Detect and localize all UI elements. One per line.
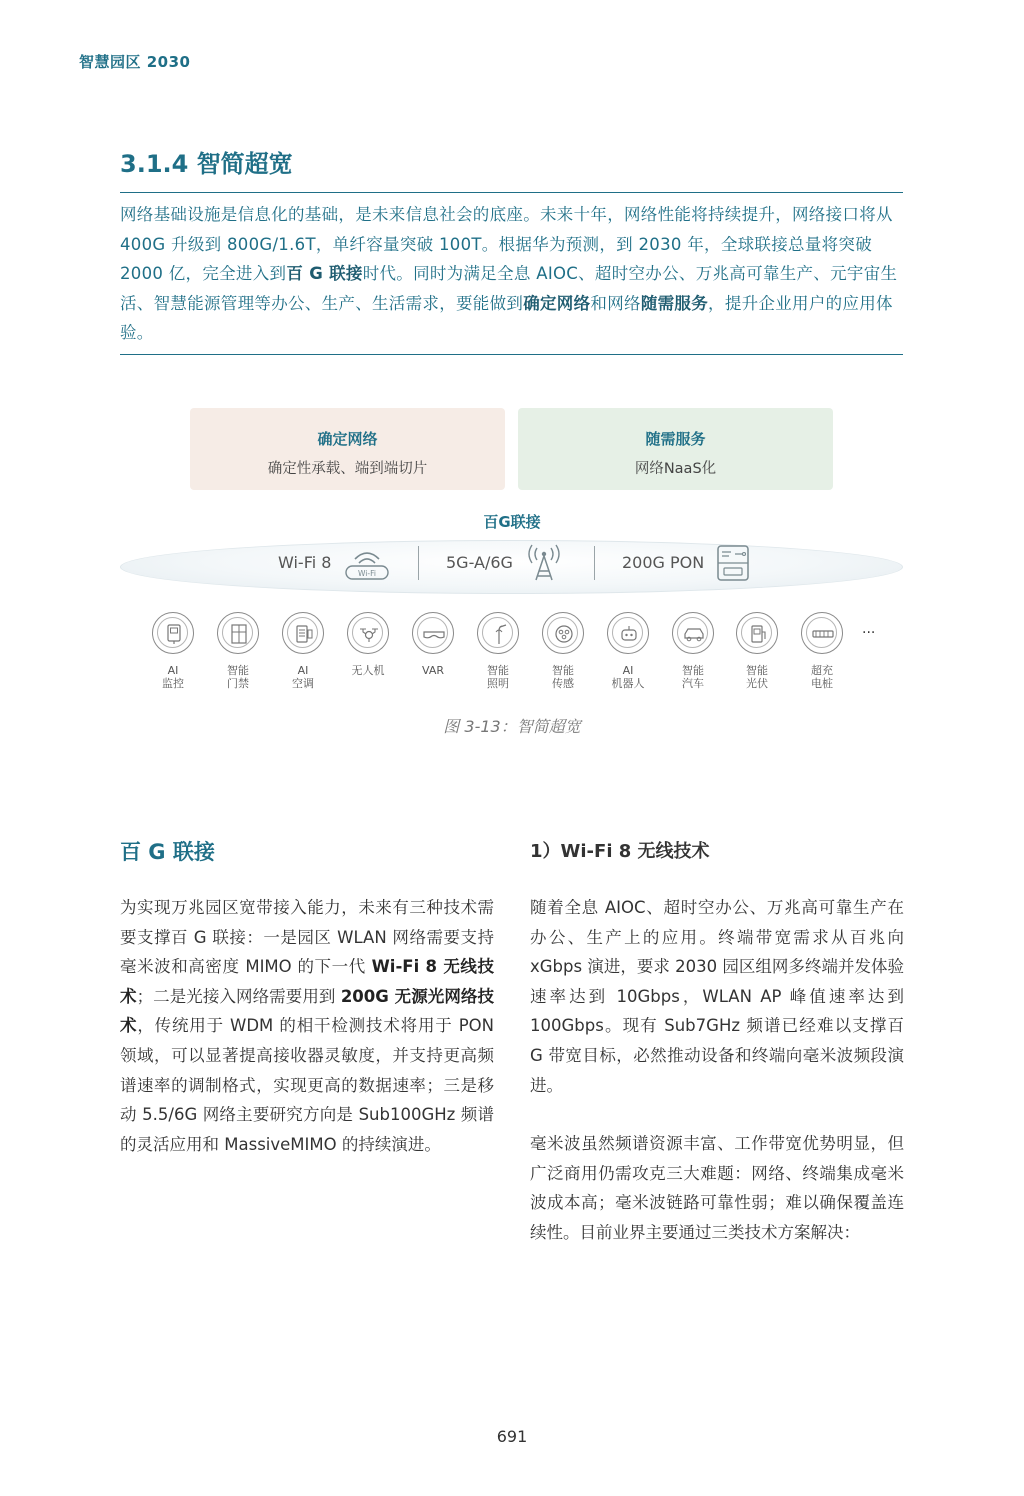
vr-glasses-icon bbox=[422, 622, 446, 646]
section-title: 3.1.4 智简超宽 bbox=[120, 150, 293, 178]
device-smart-sensor: 智能 传感 bbox=[535, 612, 591, 690]
left-column-heading: 百 G 联接 bbox=[120, 840, 215, 864]
tech-pon-label: 200G PON bbox=[622, 553, 705, 572]
cell-tower-icon bbox=[524, 544, 564, 582]
divider-bottom bbox=[120, 354, 903, 355]
pon-device-icon bbox=[717, 545, 749, 581]
figure-caption: 图 3-13：智简超宽 bbox=[443, 717, 581, 736]
intro-paragraph: 网络基础设施是信息化的基础，是未来信息社会的底座。未来十年，网络性能将持续提升，网络接口将从 400G 升级到 800G/1.6T，单纤容量突破 100T。根据华为预测，到 2030 年，全球联接总量将突破 2000 亿，完全进入到百 G 联接时代。同时为满足全息 AIOC、超时空办公、万兆高可靠生产、元宇宙生活、智慧能源管理等办公、生产、生活需求，要能做到确定网络和网络随需服务，提升企业用户的应用体验。 bbox=[120, 205, 898, 343]
box-subtitle: 确定性承载、端到端切片 bbox=[267, 461, 428, 477]
sensor-icon bbox=[552, 622, 576, 646]
page-number: 691 bbox=[496, 1427, 528, 1446]
device-drone: 无人机 bbox=[340, 612, 396, 677]
lamp-icon bbox=[487, 622, 511, 646]
tech-wifi-label: Wi-Fi 8 bbox=[278, 553, 332, 572]
device-ai-ac: AI 空调 bbox=[275, 612, 331, 690]
device-supercharger: 超充 电桩 bbox=[794, 612, 850, 690]
box-subtitle: 网络NaaS化 bbox=[634, 461, 717, 477]
right-column-paragraph-2: 毫米波虽然频谱资源丰富、工作带宽优势明显，但广泛商用仍需攻克三大难题：网络、终端集成毫米波成本高；毫米波链路可靠性弱；难以确保覆盖连续性。目前业界主要通过三类技术方案解决： bbox=[530, 1134, 904, 1242]
robot-icon bbox=[617, 622, 641, 646]
charger-icon bbox=[811, 622, 835, 646]
more-devices-ellipsis: ... bbox=[862, 621, 876, 637]
box-title: 随需服务 bbox=[645, 430, 706, 448]
device-smart-car: 智能 汽车 bbox=[665, 612, 721, 690]
car-icon bbox=[682, 622, 706, 646]
right-column-heading: 1）Wi-Fi 8 无线技术 bbox=[530, 841, 710, 862]
tech-separator bbox=[418, 546, 419, 580]
tech-cellular-label: 5G-A/6G bbox=[446, 553, 513, 572]
divider-top bbox=[120, 192, 903, 193]
camera-icon bbox=[162, 622, 186, 646]
svg-text:Wi-Fi: Wi-Fi bbox=[358, 569, 376, 578]
device-ai-monitor: AI 监控 bbox=[145, 612, 201, 690]
right-column-paragraph-1: 随着全息 AIOC、超时空办公、万兆高可靠生产在办公、生产上的应用。终端带宽需求从百兆向 xGbps 演进，要求 2030 园区组网多终端并发体验速率达到 10Gbps，WLAN AP 峰值速率达到 100Gbps。现有 Sub7GHz 频谱已经难以支撑百 G 带宽目标，必然推动设备和终端向毫米波频段演进。 bbox=[530, 898, 904, 1095]
left-column-paragraph: 为实现万兆园区宽带接入能力，未来有三种技术需要支撑百 G 联接：一是园区 WLAN 网络需要支持毫米波和高密度 MIMO 的下一代 Wi-Fi 8 无线技术；二是光接入网络需要用到 200G 无源光网络技术，传统用于 WDM 的相干检测技术将用于 PON 领域，可以显著提高接收器灵敏度，并支持更高频谱速率的调制格式，实现更高的数据速率；三是移动 5.5/6G 网络主要研究方向是 Sub100GHz 频谱的灵活应用和 MassiveMIMO 的持续演进。 bbox=[120, 898, 494, 1154]
device-ai-robot: AI 机器人 bbox=[600, 612, 656, 690]
connection-label: 百G联接 bbox=[483, 513, 541, 531]
deterministic-network-box bbox=[190, 408, 505, 490]
device-smart-access: 智能 门禁 bbox=[210, 612, 266, 690]
tech-separator bbox=[594, 546, 595, 580]
ac-icon bbox=[292, 622, 316, 646]
device-var: VAR bbox=[405, 612, 461, 677]
on-demand-service-box bbox=[518, 408, 833, 490]
running-header: 智慧园区 2030 bbox=[79, 53, 191, 71]
solar-icon bbox=[746, 622, 770, 646]
drone-icon bbox=[357, 622, 381, 646]
door-icon bbox=[227, 622, 251, 646]
box-title: 确定网络 bbox=[317, 430, 378, 448]
wifi-icon bbox=[345, 545, 389, 581]
device-smart-pv: 智能 光伏 bbox=[729, 612, 785, 690]
device-smart-lighting: 智能 照明 bbox=[470, 612, 526, 690]
